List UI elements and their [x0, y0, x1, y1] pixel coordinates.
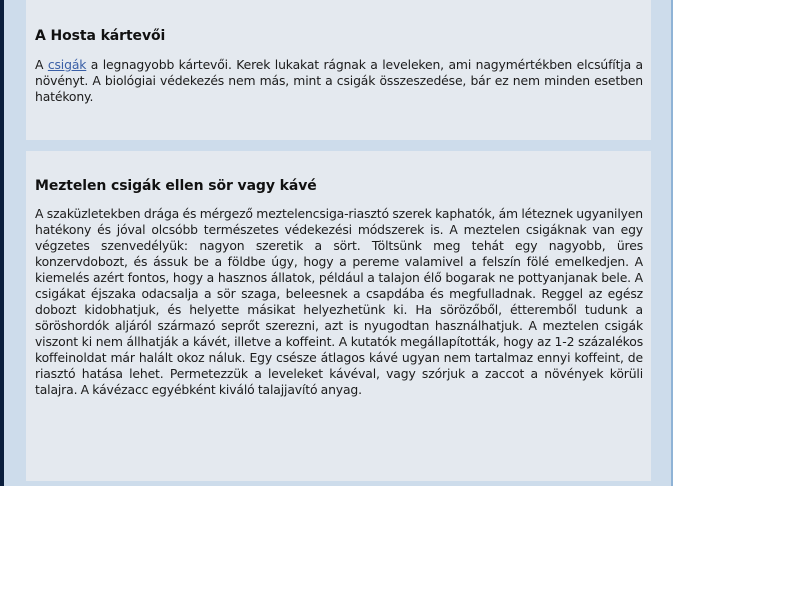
beer-coffee-section: [26, 151, 651, 481]
pests-section-title: A Hosta kártevői: [35, 28, 166, 44]
beer-coffee-section-title: Meztelen csigák ellen sör vagy kávé: [35, 178, 317, 194]
paragraph-rest: a legnagyobb kártevői. Kerek lukakat rágnak a leveleken, ami nagymértékben elcsúfítja a növényt. A biológiai védekezés nem más, mint a csigák összeszedése, bár ez nem minden esetben hatékony.: [35, 57, 643, 104]
beer-coffee-section-paragraph: A szaküzletekben drága és mérgező meztelencsiga-riasztó szerek kaphatók, ám léteznek ugyanilyen hatékony és jóval olcsóbb természetes védekezési módszerek is. A meztelen csigáknak van egy végzetes szenvedélyük: nagyon szeretik a sört. Töltsünk meg tehát egy nagyobb, üres konzervdobozt, és ássuk be a földbe úgy, hogy a pereme valamivel a felszín fölé emelkedjen. A kiemelés azért fontos, hogy a hasznos állatok, például a talajon élő bogarak ne pottyanjanak bele. A csigákat éjszaka odacsalja a sör szaga, beleesnek a csapdába és megfulladnak. Reggel az egész dobozt kidobhatjuk, és helyette másikat helyezhetünk ki. Ha sörözőből, étteremből tudunk a söröshordók aljáról származó seprőt szerezni, azt is nyugodtan használhatjuk. A meztelen csigák viszont ki nem állhatják a kávét, illetve a koffeint. A kutatók megállapították, hogy az 1-2 százalékos koffeinoldat már halált okoz náluk. Egy csésze átlagos kávé ugyan nem tartalmaz ennyi koffeint, de riasztó hatása lehet. Permetezzük a leveleket kávéval, vagy szórjuk a zaccot a növények körüli talajra. A kávézacc egyébként kiváló talajjavító anyag.: [35, 206, 643, 397]
right-border: [671, 0, 673, 486]
pests-section: [26, 0, 651, 140]
pests-section-paragraph: [35, 57, 643, 105]
slugs-link[interactable]: csigák: [47, 57, 87, 72]
paragraph-lead: A: [35, 57, 48, 72]
left-border: [0, 0, 4, 486]
